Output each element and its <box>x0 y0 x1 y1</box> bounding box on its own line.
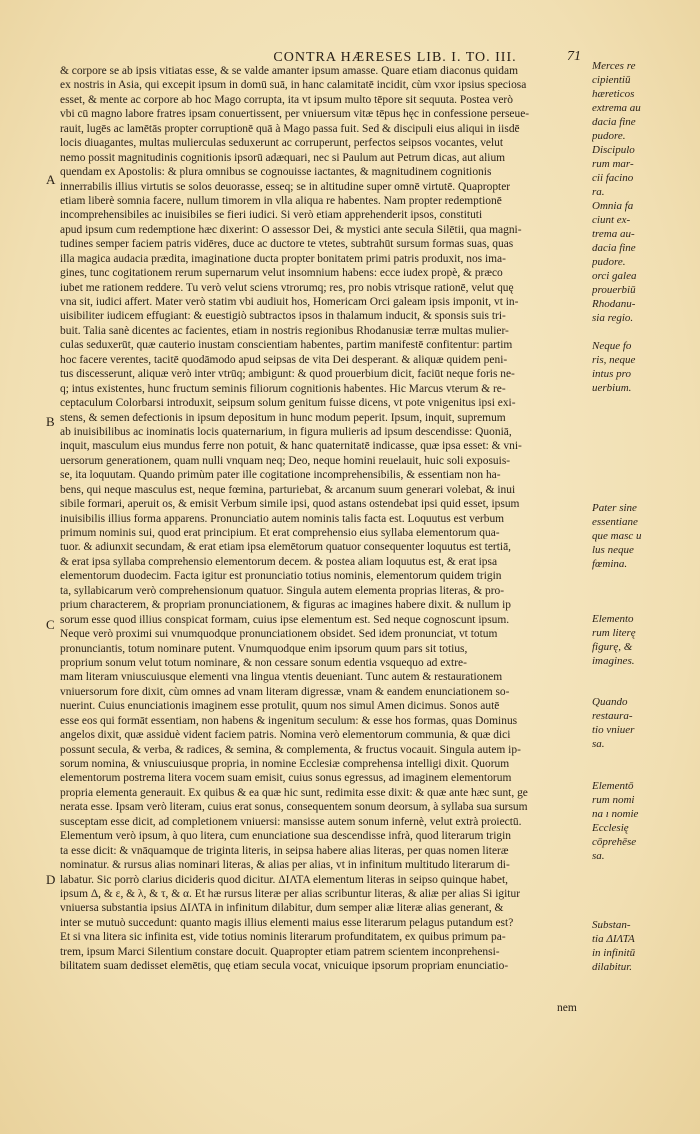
text-line: sibile formari, aperuit os, & emisit Verbum simile ipsi, quod astans ostendebat ipsi quid esset, ipsum <box>60 498 520 511</box>
text-line: rauit, lugēs ac lamētās propter corruptionē quā à Mago passa fuit. Sed & discipuli eius aliqui in iisdē <box>60 122 520 135</box>
text-line: tudines semper faciem patris vidēres, duce ac ductore te vtetes, subtrahūt sursum formas suas, quas <box>60 238 514 251</box>
text-line: quendam ex Apostolis: & plura omnibus se cognouisse iactantes, & magnitudinem cognitionis <box>60 166 492 179</box>
text-line: ipsum Δ, & ε, & λ, & τ, & α. Et hæ rursus literæ per alias scribuntur literas, & aliæ per alias Si igitur <box>60 887 521 900</box>
text-line: ceptaculum Colorbarsi introduxit, seipsum solum genitum fuisse dicens, vt pote vnigenitus ipsi exi- <box>60 397 516 410</box>
marginal-note-line: rum mar- <box>592 158 634 170</box>
marginal-note-line: Neque fo <box>592 340 632 352</box>
text-line: se, ita loquutam. Quando primùm pater ille cogitatione incomprehensibilis, & essentiam non ha- <box>60 469 501 482</box>
marginal-note-line: essentiane <box>592 516 638 528</box>
section-marker-a: A <box>46 172 56 187</box>
marginal-note-line: Ecclesię <box>592 822 629 834</box>
marginal-note-line: extrema au <box>592 102 641 114</box>
text-line: susceptam esse dicit, ad completionem vniuersi: mansisse autem sonum infernè, velut extrà proiectū. <box>60 815 522 828</box>
marginal-note-line: cipientiū <box>592 74 631 86</box>
text-line: sorum nomina, & vniuscuiusque propria, in nomine Ecclesiæ comprehensa intelligi dixit. Quorum <box>60 758 510 770</box>
marginal-note-line: prouerbiū <box>592 284 636 296</box>
marginal-note-line: Discipulo <box>592 144 635 156</box>
text-line: trem, ipsum Marci Silentium constare docuit. Quapropter etiam patrem scientem inconprehensi- <box>60 945 500 958</box>
marginal-note-line: in infinitū <box>592 947 636 959</box>
text-line: etiam liberè somnia facere, nullum timorem in vlla aliqua re habentes. Nam propter redemptionē <box>60 194 502 207</box>
text-line: ex nostris in Asia, qui excepit ipsum in domū suā, in hanc calamitatē incidit, cùm vxor ipsius speciosa <box>60 79 527 92</box>
text-line: incomprehensibiles ac inuisibiles se fieri iudici. Si verò etiam apprehenderit ipsos, constituti <box>60 209 483 222</box>
text-line: nemo possit magnitudinis cognitionis ipsorū adæquari, nec si Paulum aut Petrum dicas, aut alium <box>60 151 506 164</box>
text-line: Et si vna litera sic infinita est, vide totius nominis literarum profunditatem, ex quibus primum pa- <box>60 931 506 944</box>
marginal-note-line: sa. <box>592 850 605 862</box>
marginal-note-line: ciunt ex- <box>592 214 631 226</box>
marginal-note-line: dilabitur. <box>592 961 633 973</box>
marginal-note-line: trema au- <box>592 228 635 240</box>
text-line: ab inuisibilibus ac inominatis locis quaternarium, in figura mulieris ad ipsum descendisse: Quoniā, <box>60 425 512 438</box>
text-line: q; intus existentes, hunc fructum seminis filiorum cognitionis habentes. Hic Marcus vterum & re- <box>60 382 506 395</box>
text-line: ta esse dicit: & vnāquamque de triginta literis, in seipsa habere alias literas, per quas nomen literæ <box>60 844 509 857</box>
text-line: prium characterem, & propriam pronunciationem, & figuras ac imagines habere dixit. & nullum ip <box>60 599 512 612</box>
marginal-note-line: na ı nomie <box>592 808 639 820</box>
marginal-note-line: dacia fine <box>592 116 636 128</box>
text-line: & corpore se ab ipsis vitiatas esse, & se valde amanter ipsum amasse. Quare etiam diaconus quidam <box>60 65 519 77</box>
marginal-note-line: lus neque <box>592 544 634 556</box>
marginal-note-line: restaura- <box>592 710 633 722</box>
text-line: propria elementa generauit. Ex quibus & ea quæ hic sunt, redimita esse dixit: & quæ ante hæc sunt, ge <box>60 786 528 799</box>
text-line: tus discesserunt, aliquæ verò inter vtrūq; ambigunt: & quod prouerbium dicit, faciūt neque foris ne- <box>60 368 515 381</box>
text-line: pronunciantis, totum nominare putent. Vnumquodque enim ipsorum quum pars sit totius, <box>60 642 468 655</box>
marginal-note-line: cii facino <box>592 172 634 184</box>
text-line: possunt secula, & verba, & radices, & semina, & complementa, & fructus vocauit. Singula autem ip- <box>60 743 521 756</box>
text-line: uisibiliter iudicem effugiant: & euestigiò subtractos ipsos in thalamum inducit, & sponsis suis tri- <box>60 310 506 323</box>
marginal-note-line: sa. <box>592 738 605 750</box>
text-line: culas seduxerūt, quæ cauterio inustam conscientiam habentes, partim manifestē confitentur: partim <box>60 339 513 352</box>
marginal-note-9 <box>592 695 682 751</box>
text-line: primum nominis sui, quod erat principium. Et erat comprehensio eius syllaba elementorum qua- <box>60 527 500 539</box>
text-line <box>60 988 586 1002</box>
text-line: vbi cū magno labore fratres ipsam conuertissent, per vniuersum vitæ tēpus hęc in confessione perseue- <box>60 108 530 121</box>
page-number: 71 <box>567 49 581 64</box>
text-line: illa magica audacia prædita, imaginatione ducta propter bonitatem primi patris produxit, nos ima- <box>60 252 506 265</box>
text-line: innerrabilis illius virtutis se solos deuorasse, esseq; se in altitudine super omnē virtutē. Quapropter <box>60 180 511 193</box>
marginal-note-line: Pater sine <box>592 502 637 514</box>
text-line: vna sit, iudici affert. Mater verò statim vbi audiuit hos, Homericam Orci galeam ipsis imponit, vt in- <box>60 296 519 308</box>
marginal-note-line: dacia fine <box>592 242 636 254</box>
text-line: esse eos qui formāt essentiam, non habens & ingenitum seculum: & esse hos formas, quas Dominus <box>60 714 518 727</box>
marginal-note-7 <box>592 501 682 571</box>
section-marker-b: B <box>46 414 55 429</box>
marginal-note-line: pudore. <box>592 256 626 268</box>
marginal-note-line: rum nomi <box>592 794 635 806</box>
text-line: inter se mutuò succedunt: quanto magis illius elementi maius esse literarum pelagus putandum est? <box>60 916 514 929</box>
text-line: gines, tunc cogitationem rerum supernarum velut insomnium habens: ecce iudex propè, & præco <box>60 267 503 280</box>
marginal-note-line: ra. <box>592 186 605 198</box>
marginal-note-line: orci galea <box>592 270 637 282</box>
text-line: elementorum duodecim. Facta igitur est pronunciatio totius nominis, elementorum quidem trigin <box>60 570 502 583</box>
marginal-note-line: figurę, & <box>592 641 633 653</box>
marginal-note-line: Substan- <box>592 919 631 931</box>
text-line: bilitatem suam dedisset elemētis, quę etiam secula vocat, vnicuique ipsorum propriam enunciatio- <box>60 960 509 973</box>
text-line: sorum esse quod illius conspicat formam, cuius ipse elementum est. Sed neque cognoscunt ipsum. <box>60 613 510 626</box>
text-line: esset, & mente ac corpore ab hoc Mago corrupta, ita vt ipsum multo tēpore sit sequuta. Postea verò <box>60 93 513 106</box>
marginal-note-3 <box>592 199 682 269</box>
text-line: locis diuagantes, multas mulierculas seduxerunt ac corruperunt, perfectos seipsos vocantes, velut <box>60 137 504 150</box>
marginal-note-line: que masc u <box>592 530 642 542</box>
marginal-note-5 <box>592 297 682 325</box>
text-line: vniuersa substantia ipsius ΔΙΛΤΑ in infinitum dilabitur, dum semper aliæ literæ alias generant, & <box>60 902 504 915</box>
marginal-note-line: cōprehēse <box>592 836 637 848</box>
main-text-block <box>60 64 586 1066</box>
text-line <box>60 974 586 988</box>
text-line: mam literam vniuscuiusque elementi vna lingua vtentis deueniant. Tunc autem & restaurationem <box>60 671 503 684</box>
marginal-note-4 <box>592 269 682 297</box>
marginal-note-line: Elementō <box>592 780 634 792</box>
text-line: vniuersorum fore dixit, cùm omnes ad vnam literam digressæ, vnam & eandem enunciationem so- <box>60 685 510 698</box>
marginal-note-2 <box>592 143 682 199</box>
text-line: nuerint. Cuius enunciationis imaginem esse protulit, quum nos simul Amen dicimus. Sonos autē <box>60 700 500 713</box>
catchword: nem <box>557 1002 577 1014</box>
text-line: angelos dixit, quæ assiduè vident faciem patris. Nomina verò elementorum communia, & quæ dici <box>60 729 511 742</box>
marginal-note-line: fœmina. <box>592 558 628 570</box>
text-line: & erat ipsa syllaba comprehensio elementorum decem. & postea aliam loquutus est, & erat ipsa <box>60 555 498 568</box>
text-line: Neque verò proximi sui vnumquodque pronunciationem obsidet. Sed idem pronunciat, vt totum <box>60 628 498 641</box>
text-line: buit. Talia sanè dicentes ac facientes, etiam in nostris regionibus Rhodanusiæ terræ multas mulier- <box>60 324 509 337</box>
text-line: inquit, masculum eius mundus ferre non potuit, & hanc quaternitatē indicasse, quæ ipsa esset: & vni- <box>60 440 522 453</box>
marginal-note-line: tia ΔΙΛΤΑ <box>592 933 635 945</box>
text-line: apud ipsum cum redemptione hæc dixerint: O assessor Dei, & mystici ante secula Silētii, qua magni- <box>60 223 522 236</box>
marginal-note-line: Merces re <box>592 60 636 72</box>
marginal-note-11 <box>592 918 682 974</box>
marginal-note-line: sia regio. <box>592 312 634 324</box>
marginal-note-line: uerbium. <box>592 382 632 394</box>
text-line: tuor. & adiunxit secundam, & erat etiam ipsa elemētorum quatuor consequenter loquutus est tertiā, <box>60 541 512 554</box>
marginal-note-6 <box>592 339 682 395</box>
text-line: uersorum generationem, quam nulli vnquam neq; Deo, neque homini reuelauit, huic soli exposuis- <box>60 454 511 467</box>
marginal-note-line: tio vniuer <box>592 724 635 736</box>
marginal-note-line: imagines. <box>592 655 635 667</box>
marginal-note-line: Omnia fa <box>592 200 634 212</box>
text-line: Elementum verò ipsum, à quo litera, cum enunciatione sua descendisse infrà, quod literarum trigin <box>60 830 512 843</box>
text-line: labatur. Sic porrò clarius dicideris quod dicitur. ΔΙΛΤΑ elementum literas in seipso quinque habet, <box>60 873 508 886</box>
marginal-note-line: Rhodanu- <box>592 298 636 310</box>
text-line: inuisibilis illius forma apparens. Pronunciatio autem nominis talis facta est. Loquutus est verbum <box>60 512 505 525</box>
marginal-note-1 <box>592 59 682 143</box>
text-line: hoc facere verentes, tacitē quodāmodo apud seipsas de vita Dei desperant. & aliquæ quidem peni- <box>60 353 508 366</box>
text-line: elementorum postrema litera vocem suam emisit, cuius sonus egressus, ad imaginem elementorum <box>60 772 512 785</box>
text-line: proprium sonum velut totum nominare, & non cessare sonum edentia vsquequo ad extre- <box>60 656 467 669</box>
text-line: nominatur. & rursus alias nominari literas, & alias per alias, vt in infinitum multitudo literarum di- <box>60 859 510 872</box>
marginal-note-line: Quando <box>592 696 628 708</box>
section-marker-c: C <box>46 617 55 632</box>
text-line: iubet me rationem reddere. Tu verò velut sciens vtrorumq; res, pro nobis vtrisque rationē, velut quę <box>60 281 514 294</box>
marginal-note-line: ris, neque <box>592 354 636 366</box>
section-marker-d: D <box>46 872 56 887</box>
marginal-note-8 <box>592 612 682 668</box>
marginal-note-line: intus pro <box>592 368 632 380</box>
text-line: stens, & semen defectionis in ipsum depositum in hunc modum peperit. Ipsum, inquit, supremum <box>60 411 506 424</box>
text-line: ta, syllabicarum verò comprehensionum quatuor. Singula autem elementa proprias literas, & pro- <box>60 584 505 597</box>
text-line: bens, qui neque masculus est, neque fœmina, parturiebat, & arcanum suum generari volebat, & inui <box>60 483 516 496</box>
text-line: nerata esse. Ipsam verò literam, cuius erat sonus, consequentem sonum deorsum, à syllaba sua sursum <box>60 801 528 814</box>
marginal-note-10 <box>592 779 682 863</box>
marginal-note-line: rum literę <box>592 627 636 639</box>
marginal-note-line: pudore. <box>592 130 626 142</box>
running-header: CONTRA HÆRESES LIB. I. TO. III. <box>273 50 517 65</box>
marginal-note-line: Elemento <box>592 613 634 625</box>
marginal-note-line: hæreticos <box>592 88 635 100</box>
